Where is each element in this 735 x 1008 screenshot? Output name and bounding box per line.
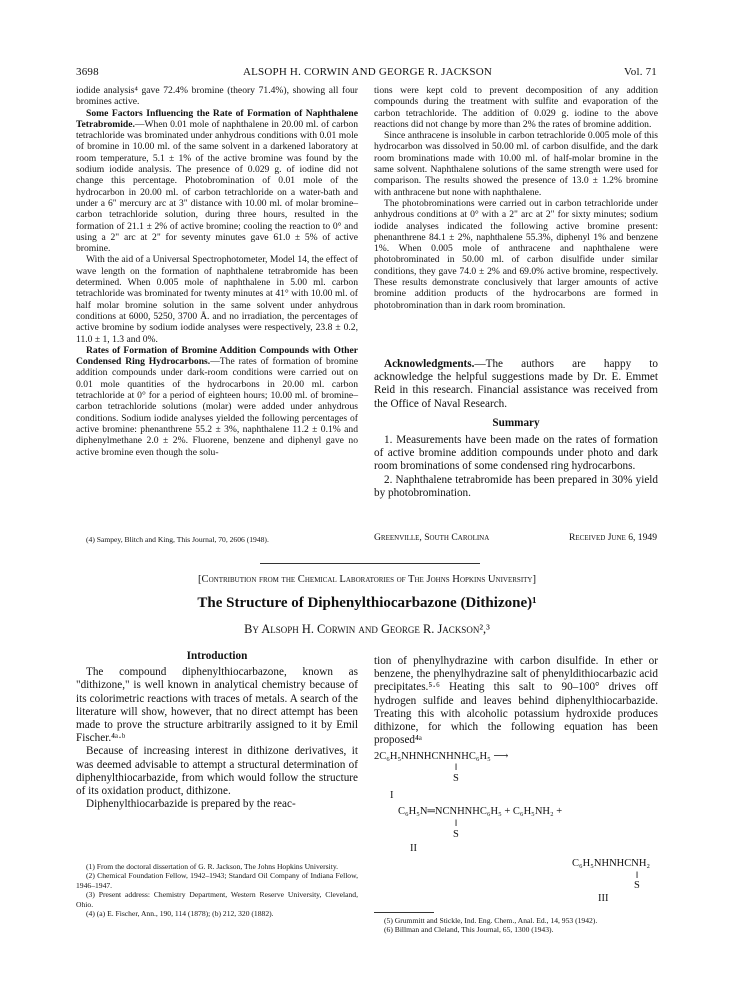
footnote: (4) (a) E. Fischer, Ann., 190, 114 (1878); (b) 212, 320 (1882). (86, 909, 274, 919)
equation-line-3: C₆H₅NHNHCNH₂ (572, 858, 651, 869)
paragraph: The compound diphenylthiocarbazone, known as "dithizone," is well known in analytical chemistry because of its colorimetric reactions with traces of metals. A search of the literature will show, however, that no direct attempt has been made to prove the structure arbitrarily assigned to it by Emil Fischer.⁴ᵃ·ᵇ (76, 666, 358, 745)
footnotes-right (374, 916, 658, 935)
equation-line-2: C₆H₅N═NCNHNHC₆H₅ + C₆H₅NH₂ + (398, 806, 563, 817)
double-bond-mark: ‖ (455, 762, 458, 772)
paragraph: tions were kept cold to prevent decomposition of any addition compounds during the treatment with sulfite and evaporation of the carbon tetrachloride. The addition of 0.029 g. iodine to the above reactions did not change by more than 2% the rates of bromine addition. (374, 85, 658, 130)
summary-item: 1. Measurements have been made on the rates of formation of active bromine addition compounds under photo and dark room brominations of some condensed ring hydrocarbons. (374, 434, 658, 473)
footnote-4: (4) Sampey, Blitch and King, This Journal, 70, 2606 (1948). (86, 535, 269, 544)
bottom-left-column (76, 650, 358, 811)
paragraph-text: —The authors are happy to acknowledge the helpful suggestions made by Dr. E. Emmet Reid in this research. Financial assistance was received from the Office of Naval Research. (374, 358, 658, 410)
paragraph: With the aid of a Universal Spectrophotometer, Model 14, the effect of wave length on the formation of naphthalene tetrabromide has been determined. When 0.005 mole of naphthalene in 5.00 ml. carbon tetrachloride was brominated for twenty minutes at 41° with 10.00 ml. of half molar bromine solution in the same solvent under anhydrous conditions at 6000, 5250, 3700 Å. and no irradiation, the percentages of active bromine by sodium iodide analyses were respectively, 23.8 ± 0.2, 11.0 ± 1, 1.3 and 0%. (76, 254, 358, 345)
bottom-right-column (374, 655, 658, 747)
page-number: 3698 (76, 66, 99, 78)
footnote: (1) From the doctoral dissertation of G. R. Jackson, The Johns Hopkins University. (86, 862, 339, 871)
volume-label: Vol. 71 (624, 66, 657, 78)
equation-line-1: 2C₆H₅NHNHCNHNHC₆H₅ ⟶ (374, 751, 509, 762)
paragraph: tion of phenylhydrazine with carbon disulfide. In ether or benzene, the phenylhydrazine salt of phenyldithiocarbazic acid precipitates.⁵·⁶ Heating this salt to 90–100° drives off hydrogen sulfide and leaves behind diphenylthiocarbazide. Treating this with alcoholic potassium hydroxide produces dithizone, for which the following equation has been proposed⁴ᵃ (374, 655, 658, 747)
acknowledgments (374, 358, 658, 500)
running-title: ALSOPH H. CORWIN AND GEORGE R. JACKSON (242, 66, 492, 78)
section-heading: Some Factors Influencing the Rate of Formation of Naphthalene Tetrabromide. (76, 107, 358, 130)
section-heading: Rates of Formation of Bromine Addition Compounds with Other Condensed Ring Hydrocarbons. (76, 344, 358, 368)
double-bond-mark: ‖ (636, 870, 639, 880)
footnote-rule (374, 912, 434, 913)
footnotes-left (76, 862, 358, 918)
sulfur-atom: S (634, 880, 640, 891)
paragraph (374, 358, 658, 411)
paragraph: Because of increasing interest in dithizone derivatives, it was deemed advisable to attempt a structural determination of diphenylthiocarbazide, from which would follow the structure of its oxidation product, dithizone. (76, 745, 358, 798)
paragraph-text: —When 0.01 mole of naphthalene in 20.00 ml. of carbon tetrachloride was brominated under anhydrous conditions with 0.01 mole of bromine in 10.00 ml. of the same solvent in a darkened laboratory at room temperature, 5.1 ± 1% of the active bromine was found by the sodium iodide analysis. The presence of 0.029 g. of iodine did not change this percentage. Photobromination of 0.01 mole of the hydrocarbon in 20.00 ml. of carbon tetrachloride on a water-bath and under a 6" mercury arc at 3" distance with 10.00 ml. of molar bromine–carbon tetrachloride solution, during three hours, resulted in the formation of 21.1 ± 2% of active bromine; cooling the reaction to 0° and using a 2" arc at 2" for seventy minutes gave 61.0 ± 5% of active bromine. (76, 118, 358, 255)
article-authors: By Alsoph H. Corwin and George R. Jackson²,³ (244, 622, 490, 636)
article-title: The Structure of Diphenylthiocarbazone (Dithizone)¹ (197, 595, 537, 611)
top-right-column (374, 85, 658, 311)
paragraph (76, 108, 358, 255)
place-line: Greenville, South Carolina (374, 532, 490, 543)
paragraph (76, 345, 358, 458)
paragraph: Since anthracene is insoluble in carbon tetrachloride 0.005 mole of this hydrocarbon was dissolved in 50.00 ml. of carbon disulfide, and the dark room brominations made with 10.00 ml. of half-molar bromine in the same solvent. Naphthalene solutions of the same strength were used for comparison. The results showed the presence of 13.0 ± 1.2% bromine with anthracene but none with naphthalene. (374, 130, 658, 198)
summary-title: Summary (492, 416, 540, 429)
sulfur-atom: S (453, 773, 459, 784)
sulfur-atom: S (453, 829, 459, 840)
footnote: (2) Chemical Foundation Fellow, 1942–1943; Standard Oil Company of Indiana Fellow, 1946–1947. (76, 871, 358, 890)
received-line: Received June 6, 1949 (568, 532, 657, 543)
section-heading: Acknowledgments. (384, 358, 475, 370)
paragraph-text: —The rates of formation of bromine addition compounds under dark-room conditions were carried out on 0.01 mole quantities of the hydrocarbons in 20.00 ml. carbon tetrachloride at 0° for a period of eighteen hours; 10.00 ml. of bromine–carbon tetrachloride solutions (molar) were added under anhydrous conditions. Sodium iodide analyses yielded the following percentages of active bromine: phenanthrene 55.2 ± 3%, naphthalene 11.2 ± 0.1% and diphenylmethane 2.0 ± 2%. Fluorene, benzene and diphenyl gave no active bromine even though the solu- (76, 356, 359, 458)
compound-label-1: I (390, 790, 394, 801)
double-bond-mark: ‖ (455, 818, 458, 828)
introduction-title: Introduction (186, 650, 248, 662)
paragraph: iodide analysis⁴ gave 72.4% bromine (theory 71.4%), showing all four bromines active. (76, 85, 358, 108)
compound-label-3: III (598, 893, 609, 904)
footnote: (5) Grummitt and Stickle, Ind. Eng. Chem., Anal. Ed., 14, 953 (1942). (384, 916, 598, 925)
paragraph: Diphenylthiocarbazide is prepared by the reac- (86, 798, 296, 811)
compound-label-2: II (410, 843, 417, 854)
footnote: (3) Present address: Chemistry Department, Western Reserve University, Cleveland, Ohio. (76, 890, 358, 909)
top-left-column (76, 85, 358, 458)
footnote: (6) Billman and Cleland, This Journal, 65, 1300 (1943). (384, 925, 554, 935)
paragraph: The photobrominations were carried out in carbon tetrachloride under anhydrous conditions at 0° with a 2" arc at 2" for sixty minutes; sodium iodide analyses indicated the following active bromine present: phenanthrene 84.1 ± 2%, naphthalene 55.3%, diphenyl 1% and benzene 1%. When 0.005 mole of anthracene and naphthalene were photobrominated in 50.00 ml. of carbon disulfide under similar conditions, they gave 74.0 ± 2% and 69.0% active bromine, respectively. These results demonstrate conclusively that larger amounts of active bromine addition products of the hydrocarbons are formed in photobromination than in dark room bromination. (374, 197, 658, 311)
summary-item: 2. Naphthalene tetrabromide has been prepared in 30% yield by photobromination. (374, 473, 658, 499)
section-divider (260, 563, 480, 564)
contribution-line: [Contribution from the Chemical Laboratories of The Johns Hopkins University] (197, 574, 537, 585)
